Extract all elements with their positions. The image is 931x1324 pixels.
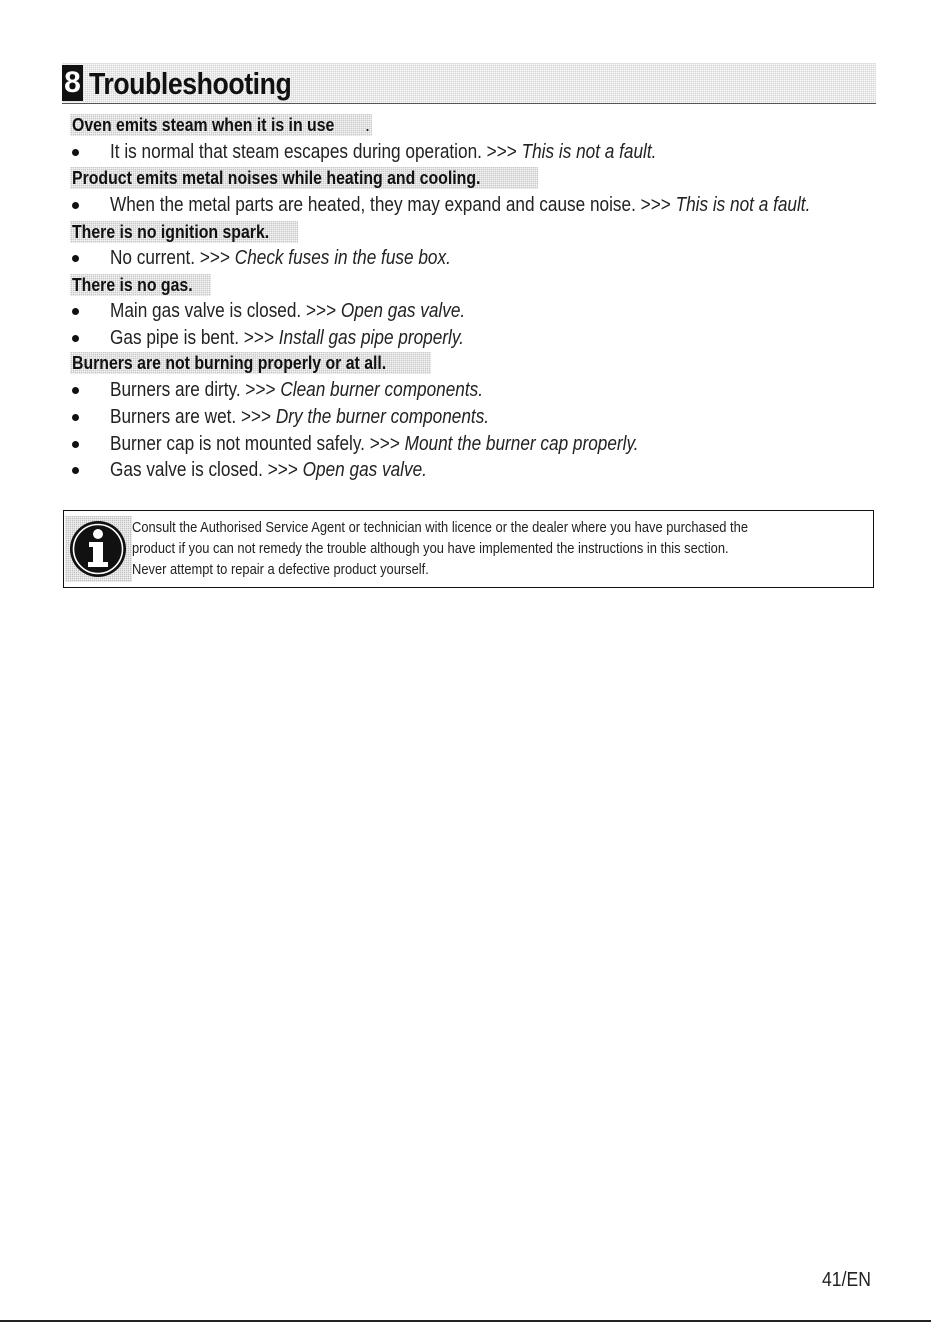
bullet-icon [72, 387, 79, 394]
problem-heading: Product emits metal noises while heating and cooling. [70, 167, 538, 189]
info-line: Never attempt to repair a defective product yourself. [132, 561, 429, 578]
action-text: Open gas valve. [302, 459, 427, 481]
bullet-icon [72, 149, 79, 156]
bullet-icon [72, 308, 79, 315]
bullet-icon [72, 202, 79, 209]
problem-heading: Oven emits steam when it is in use [70, 114, 372, 136]
cause-text: No current. >>> [110, 247, 235, 269]
bullet-icon [72, 255, 79, 262]
action-text: Open gas valve. [340, 300, 466, 322]
cause-text: Burners are dirty. >>> [110, 379, 281, 401]
bullet-icon [72, 467, 79, 474]
footer-rule [0, 1320, 931, 1322]
action-text: Clean burner components. [280, 379, 484, 401]
problem-heading: There is no ignition spark. [70, 221, 298, 243]
cause-text: Main gas valve is closed. >>> [110, 300, 341, 322]
info-line: Consult the Authorised Service Agent or technician with licence or the dealer where you have purchased the [132, 519, 748, 536]
bullet-icon [72, 414, 79, 421]
cause-text: Burner cap is not mounted safely. >>> [110, 433, 405, 455]
action-text: This is not a fault. [675, 194, 811, 216]
section-title: Troubleshooting [89, 66, 292, 101]
bullet-icon [72, 441, 79, 448]
action-text: Install gas pipe properly. [278, 327, 464, 349]
action-text: Check fuses in the fuse box. [234, 247, 451, 269]
section-title-bar [62, 63, 876, 104]
action-text: Mount the burner cap properly. [404, 433, 639, 455]
info-line: product if you can not remedy the trouble although you have implemented the instructions in this section. [132, 540, 729, 557]
action-text: Dry the burner components. [275, 406, 490, 428]
problem-heading: Burners are not burning properly or at all. [70, 352, 431, 374]
cause-text: Gas valve is closed. >>> [110, 459, 303, 481]
action-text: This is not a fault. [521, 141, 657, 163]
info-note-box [63, 510, 874, 588]
page-number: 41/EN [822, 1269, 871, 1291]
cause-text: When the metal parts are heated, they may expand and cause noise. >>> [110, 194, 676, 216]
section-number: 8 [62, 65, 83, 101]
info-icon [65, 516, 132, 582]
cause-text: Gas pipe is bent. >>> [110, 327, 279, 349]
problem-heading: There is no gas. [70, 274, 211, 296]
heading-trailing-period: . [365, 115, 371, 135]
bullet-icon [72, 335, 79, 342]
cause-text: Burners are wet. >>> [110, 406, 276, 428]
cause-text: It is normal that steam escapes during operation. >>> [110, 141, 522, 163]
info-note-text [132, 517, 892, 580]
